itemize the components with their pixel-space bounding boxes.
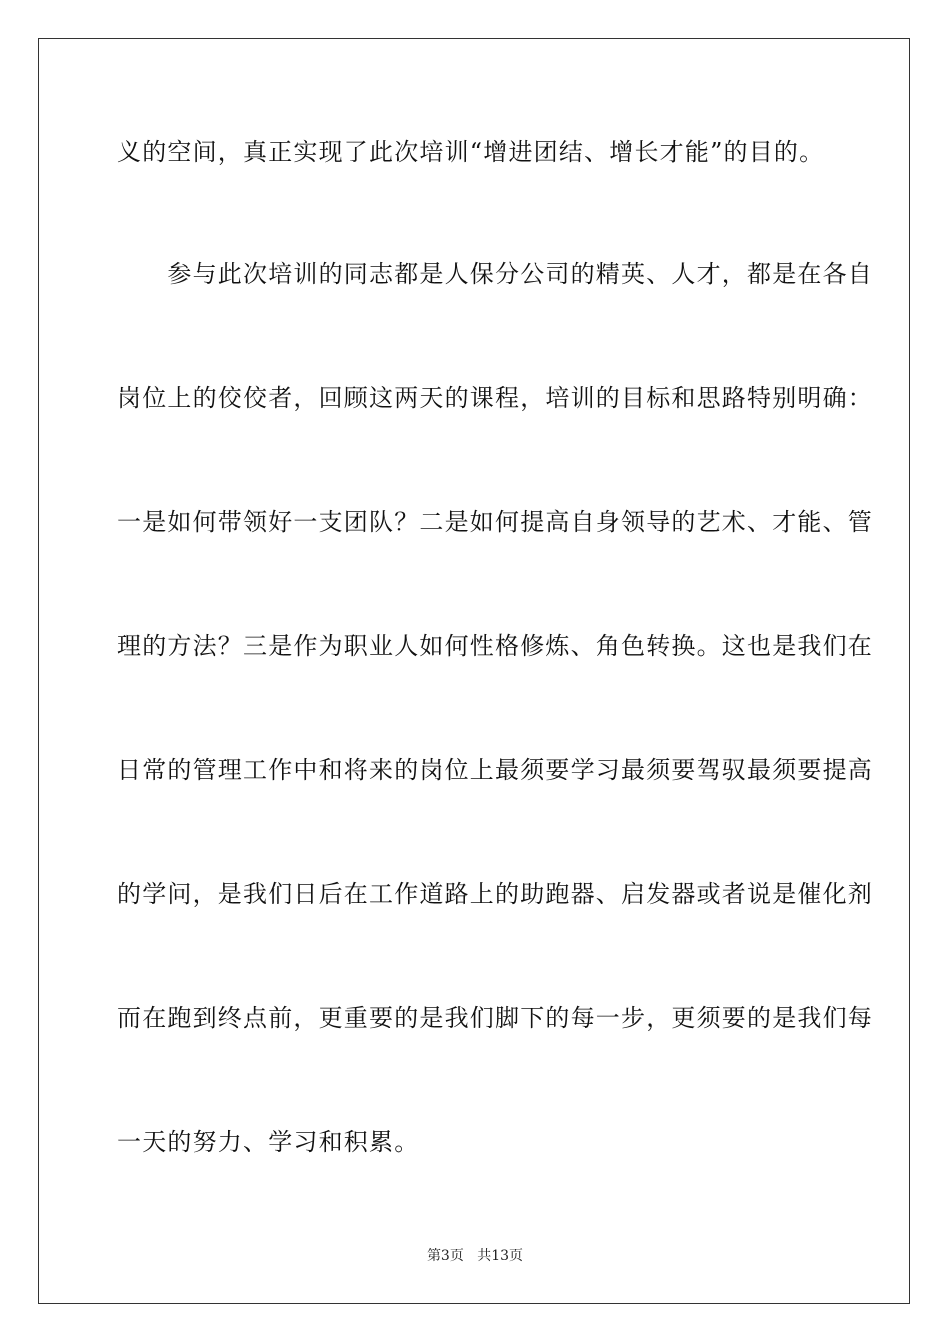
paragraph-line: 岗位上的佼佼者，回顾这两天的课程，培训的目标和思路特别明确： <box>117 384 873 412</box>
page-footer <box>0 1247 950 1265</box>
page-border <box>38 38 910 1304</box>
page-number: 第3页 <box>426 1248 464 1264</box>
paragraph-line: 理的方法？三是作为职业人如何性格修炼、角色转换。这也是我们在 <box>117 632 873 660</box>
paragraph-line: 一是如何带领好一支团队？二是如何提高自身领导的艺术、才能、管 <box>117 508 873 536</box>
paragraph-line: 参与此次培训的同志都是人保分公司的精英、人才，都是在各自 <box>117 260 873 288</box>
paragraph-line: 一天的努力、学习和积累。 <box>117 1128 420 1156</box>
paragraph-line: 而在跑到终点前，更重要的是我们脚下的每一步，更须要的是我们每 <box>117 1004 873 1032</box>
paragraph-line: 日常的管理工作中和将来的岗位上最须要学习最须要驾驭最须要提高 <box>117 756 873 784</box>
page-total: 共13页 <box>477 1248 524 1264</box>
paragraph-line: 义的空间，真正实现了此次培训“增进团结、增长才能”的目的。 <box>117 138 825 166</box>
paragraph-line: 的学问，是我们日后在工作道路上的助跑器、启发器或者说是催化剂 <box>117 880 873 908</box>
